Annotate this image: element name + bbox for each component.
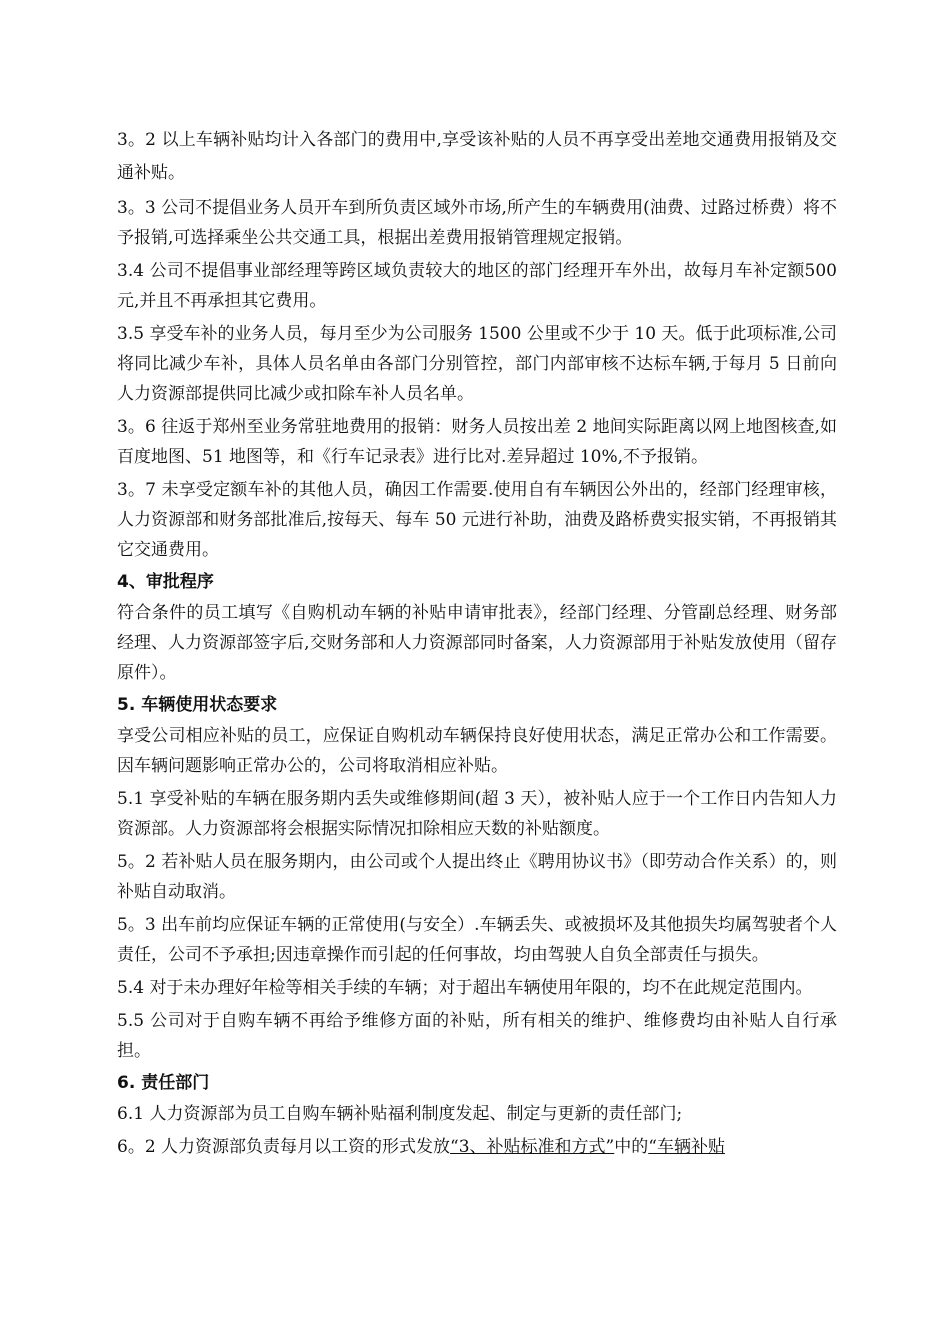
heading-approval-procedure: 4、审批程序 [117,572,214,592]
paragraph-3-7: 3。7 未享受定额车补的其他人员，确因工作需要.使用自有车辆因公外出的，经部门经理审核，人力资源部和财务部批准后,按每天、每车 50 元进行补助，油费及路桥费实报实销，不再报销其它交通费用。 [117,480,837,560]
paragraph-6-2 [117,1132,837,1162]
underlined-reference-vehicle-subsidy: “车辆补贴 [648,1137,725,1157]
heading-responsible-department: 6. 责任部门 [117,1073,210,1093]
paragraph-3-6: 3。6 往返于郑州至业务常驻地费用的报销：财务人员按出差 2 地间实际距离以网上地图核查,如百度地图、51 地图等，和《行车记录表》进行比对.差异超过 10%,不予报销。 [117,417,837,467]
paragraph-5: 享受公司相应补贴的员工，应保证自购机动车辆保持良好使用状态，满足正常办公和工作需要。因车辆问题影响正常办公的，公司将取消相应补贴。 [117,726,837,776]
paragraph-3-3: 3。3 公司不提倡业务人员开车到所负责区域外市场,所产生的车辆费用(油费、过路过桥费）将不予报销,可选择乘坐公共交通工具，根据出差费用报销管理规定报销。 [117,198,837,248]
paragraph-5-1: 5.1 享受补贴的车辆在服务期内丢失或维修期间(超 3 天），被补贴人应于一个工作日内告知人力资源部。人力资源部将会根据实际情况扣除相应天数的补贴额度。 [117,789,837,839]
underlined-reference-subsidy-standard: “3、补贴标准和方式” [450,1137,615,1157]
document-body [117,124,837,1165]
paragraph-4: 符合条件的员工填写《自购机动车辆的补贴申请审批表》，经部门经理、分管副总经理、财务部经理、人力资源部签字后,交财务部和人力资源部同时备案，人力资源部用于补贴发放使用（留存原件）。 [117,603,837,683]
paragraph-5-4: 5.4 对于未办理好年检等相关手续的车辆；对于超出车辆使用年限的，均不在此规定范围内。 [117,978,813,998]
paragraph-6-2-text-b: 中的 [614,1137,649,1157]
paragraph-5-3: 5。3 出车前均应保证车辆的正常使用(与安全）.车辆丢失、或被损坏及其他损失均属驾驶者个人责任，公司不予承担;因违章操作而引起的任何事故，均由驾驶人自负全部责任与损失。 [117,915,837,965]
heading-vehicle-status: 5. 车辆使用状态要求 [117,695,278,715]
paragraph-3-2: 3。2 以上车辆补贴均计入各部门的费用中,享受该补贴的人员不再享受出差地交通费用报销及交通补贴。 [117,130,837,183]
paragraph-6-2-text-a: 6。2 人力资源部负责每月以工资的形式发放 [117,1137,451,1157]
paragraph-3-4: 3.4 公司不提倡事业部经理等跨区域负责较大的地区的部门经理开车外出，故每月车补定额500元,并且不再承担其它费用。 [117,261,837,311]
paragraph-3-5: 3.5 享受车补的业务人员，每月至少为公司服务 1500 公里或不少于 10 天。低于此项标准,公司将同比减少车补，具体人员名单由各部门分别管控，部门内部审核不达标车辆,于每月 5 日前向人力资源部提供同比减少或扣除车补人员名单。 [117,324,837,404]
paragraph-6-1: 6.1 人力资源部为员工自购车辆补贴福利制度发起、制定与更新的责任部门; [117,1104,683,1124]
paragraph-5-5: 5.5 公司对于自购车辆不再给予维修方面的补贴，所有相关的维护、维修费均由补贴人自行承担。 [117,1011,837,1061]
paragraph-5-2: 5。2 若补贴人员在服务期内，由公司或个人提出终止《聘用协议书》（即劳动合作关系）的，则补贴自动取消。 [117,852,837,902]
